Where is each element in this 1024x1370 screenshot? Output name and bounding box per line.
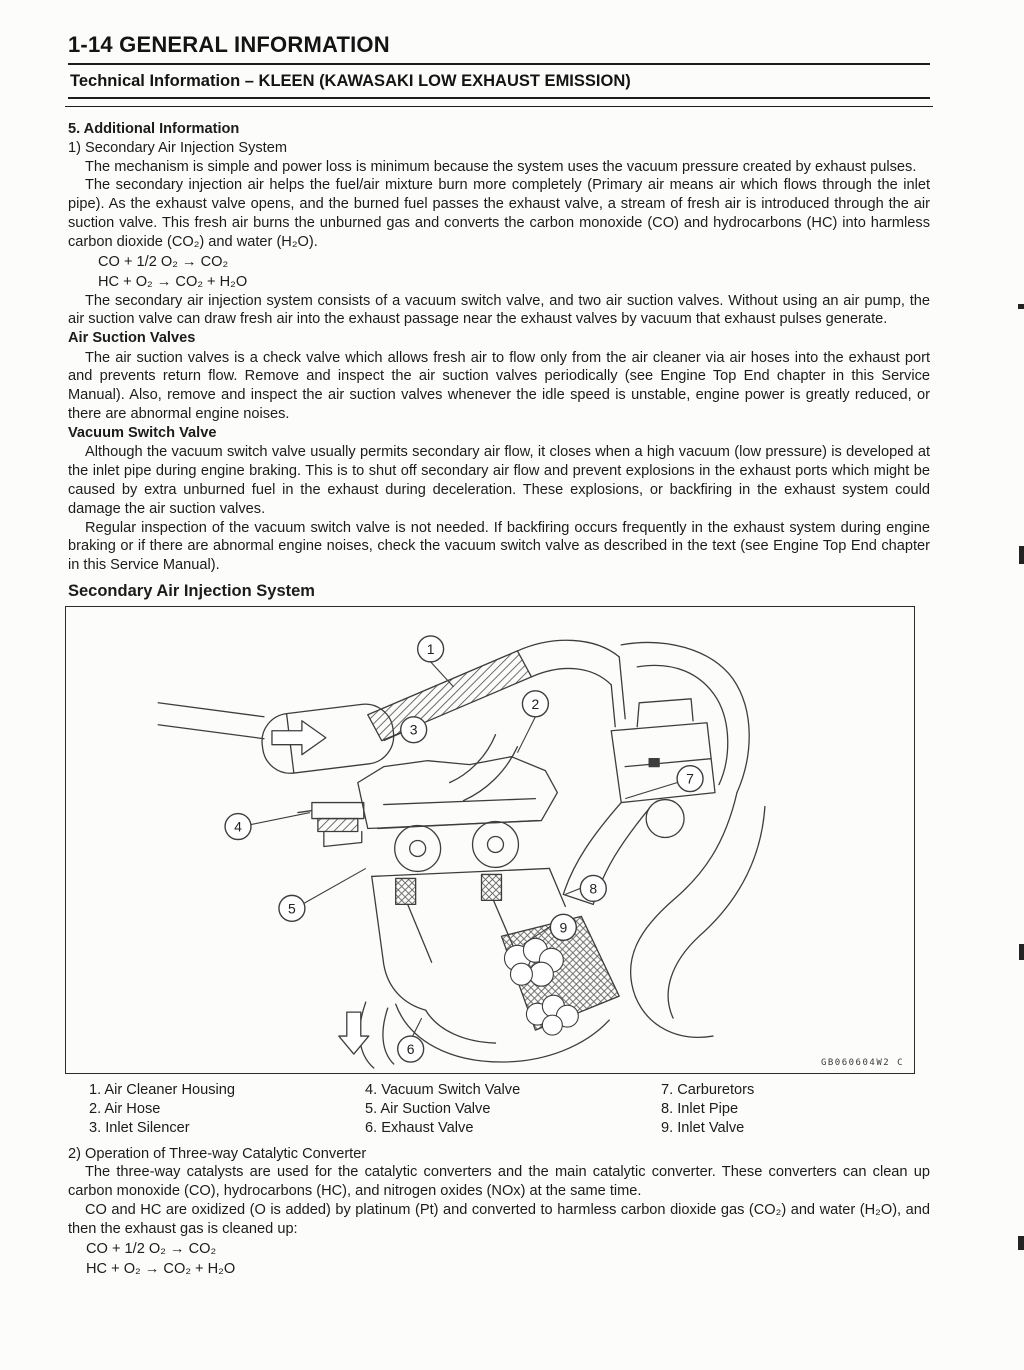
secondary-air-injection-diagram bbox=[65, 606, 915, 1074]
catalytic-formula-co: CO + 1/2 O₂ → CO₂ bbox=[86, 1240, 217, 1257]
callout-1 bbox=[418, 636, 444, 662]
legend-item-4: 4. Vacuum Switch Valve bbox=[365, 1081, 521, 1098]
legend-item-6: 6. Exhaust Valve bbox=[365, 1120, 474, 1137]
legend-item-2: 2. Air Hose bbox=[89, 1101, 161, 1118]
paragraph-secondary-air: The secondary injection air helps the fuel/air mixture burn more completely (Primary air means air which flows through the inlet pipe). As the exhaust valve opens, and the burned fuel passes the exhaust valve, a stream of fresh air is introduced through the air suction valve. This fresh air burns the unburned gas and converts the carbon monoxide (CO) and hydrocarbons (HC) into harmless carbon dioxide (CO₂) and water (H₂O). bbox=[68, 177, 930, 250]
legend-item-7: 7. Carburetors bbox=[661, 1081, 755, 1098]
scan-artifact bbox=[1019, 546, 1024, 564]
engine-line-art bbox=[158, 640, 765, 1068]
airflow-arrow-down bbox=[339, 1012, 369, 1054]
page-body bbox=[68, 120, 930, 1279]
callout-4 bbox=[225, 813, 251, 839]
legend-item-8: 8. Inlet Pipe bbox=[661, 1101, 739, 1118]
paragraph-catalysts: The three-way catalysts are used for the catalytic converters and the main catalytic converter. These converters can clean up carbon monoxide (CO), hydrocarbons (HC), and nitrogen oxides (NOx) at the same time. bbox=[68, 1164, 930, 1200]
paragraph-system: The secondary air injection system consists of a vacuum switch valve, and two air suction valves. Without using an air pump, the air suction valve can draw fresh air into the exhaust passage near the exhaust valves by vacuum that exhaust pulses generate. bbox=[68, 292, 930, 328]
scan-artifact bbox=[1019, 944, 1024, 960]
callout-7-label: 7 bbox=[686, 770, 694, 787]
air-hose bbox=[450, 735, 496, 783]
header-rule bbox=[68, 63, 930, 65]
callout-4-label: 4 bbox=[234, 818, 242, 835]
vacuum-switch-valve-heading: Vacuum Switch Valve bbox=[68, 424, 217, 441]
formula-hc: HC + O₂ → CO₂ + H₂O bbox=[98, 273, 248, 290]
page-header bbox=[68, 32, 930, 107]
callout-6-label: 6 bbox=[406, 1040, 415, 1057]
airflow-arrow-right bbox=[272, 721, 326, 755]
secondary-air-item-heading: 1) Secondary Air Injection System bbox=[68, 139, 288, 156]
scan-artifact bbox=[1018, 1236, 1024, 1250]
paragraph-oxidized: CO and HC are oxidized (O is added) by platinum (Pt) and converted to harmless carbon dioxide gas (CO₂) and water (H₂O), and then the exhaust gas is cleaned up: bbox=[68, 1201, 930, 1237]
callout-5 bbox=[279, 895, 305, 921]
callout-9-label: 9 bbox=[559, 919, 568, 936]
catalytic-heading: 2) Operation of Three-way Catalytic Converter bbox=[68, 1145, 367, 1162]
formula-co: CO + 1/2 O₂ → CO₂ bbox=[98, 253, 229, 270]
legend-column-2 bbox=[365, 1081, 661, 1139]
paragraph-vacuum-1: Although the vacuum switch valve usually permits secondary air flow, it closes when a high vacuum (low pressure) is developed at the inlet pipe during engine braking. This is to shut off secondary air flow and prevent explosions in the exhaust ports which might be caused by extra unburned fuel in the exhaust during deceleration. These explosions, or backfiring in the exhaust system could damage the air suction valves. bbox=[68, 444, 930, 517]
carburetor bbox=[611, 699, 715, 838]
paragraph-mechanism: The mechanism is simple and power loss is minimum because the system uses the vacuum pressure created by exhaust pulses. bbox=[85, 158, 917, 175]
engine-diagram-svg bbox=[66, 607, 913, 1072]
legend-item-9: 9. Inlet Valve bbox=[661, 1120, 745, 1137]
callout-3-label: 3 bbox=[409, 721, 418, 738]
air-suction-valve bbox=[298, 803, 364, 847]
paragraph-vacuum-2: Regular inspection of the vacuum switch valve is not needed. If backfiring occurs frequently in the exhaust system during engine braking or if there are abnormal engine noises, check the vacuum switch valve as described in the text (see Engine Top End chapter in this Service Manual). bbox=[68, 519, 930, 574]
scan-artifact bbox=[1018, 304, 1024, 309]
callout-8-label: 8 bbox=[589, 880, 598, 897]
callout-2-label: 2 bbox=[531, 695, 540, 712]
legend-item-5: 5. Air Suction Valve bbox=[365, 1101, 491, 1118]
callout-6 bbox=[398, 1036, 424, 1062]
legend-column-1 bbox=[89, 1081, 365, 1139]
callout-2 bbox=[522, 691, 548, 717]
callout-8 bbox=[580, 875, 606, 901]
figure-legend bbox=[65, 1074, 915, 1142]
figure-reference-code: GB060604W2 C bbox=[820, 1057, 904, 1068]
page-title: 1-14 GENERAL INFORMATION bbox=[68, 32, 390, 57]
callout-5-label: 5 bbox=[288, 900, 296, 917]
additional-info-heading: 5. Additional Information bbox=[68, 121, 240, 137]
header-rule-3 bbox=[65, 106, 933, 107]
catalytic-converter-section bbox=[68, 1145, 930, 1279]
paragraph-air-suction: The air suction valves is a check valve which allows fresh air to flow only from the air cleaner via air hoses into the exhaust port and prevents return flow. Remove and inspect the air suction valves periodically (see Engine Top End chapter in this Service Manual). Also, remove and inspect the air suction valves whenever the idle speed is unstable, engine power is greatly reduced, or there are abnormal engine noises. bbox=[68, 349, 930, 423]
callout-9 bbox=[550, 914, 576, 940]
callout-leader-lines bbox=[251, 662, 677, 1036]
legend-item-3: 3. Inlet Silencer bbox=[89, 1120, 190, 1137]
header-rule-2 bbox=[68, 97, 930, 99]
figure-title: Secondary Air Injection System bbox=[68, 581, 315, 600]
callout-1-label: 1 bbox=[426, 640, 435, 657]
legend-column-3 bbox=[661, 1081, 915, 1139]
callout-7 bbox=[677, 766, 703, 792]
section-title: Technical Information – KLEEN (KAWASAKI LOW EXHAUST EMISSION) bbox=[70, 72, 631, 90]
legend-item-1: 1. Air Cleaner Housing bbox=[89, 1081, 236, 1098]
catalytic-formula-hc: HC + O₂ → CO₂ + H₂O bbox=[86, 1260, 236, 1277]
air-suction-valves-heading: Air Suction Valves bbox=[68, 330, 196, 347]
callout-3 bbox=[401, 717, 427, 743]
